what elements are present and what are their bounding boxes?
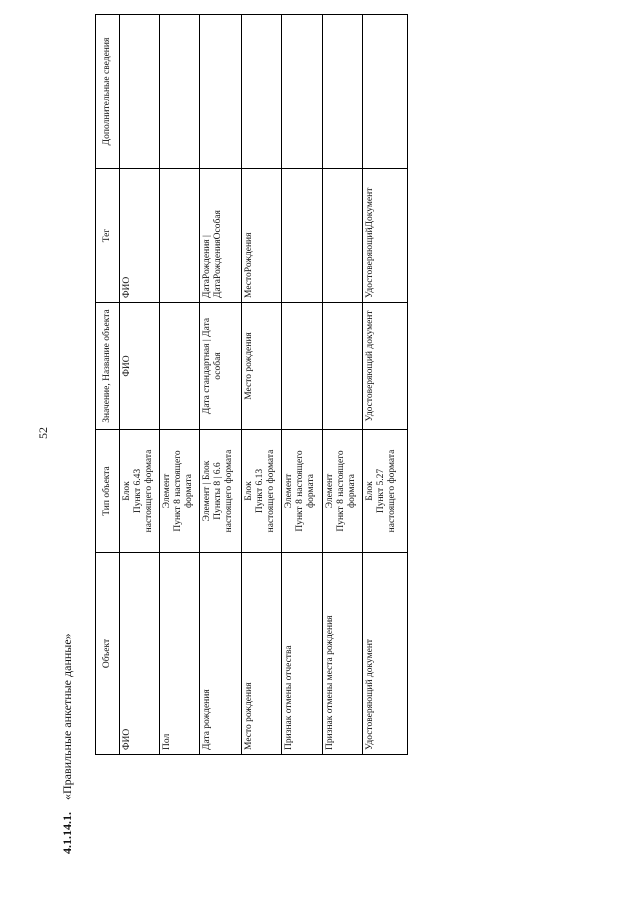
cell-object: ФИО [120, 553, 160, 755]
cell-type: Элемент Пункт 8 настоящего формата [322, 430, 362, 553]
cell-value: Удостоверяющий документ [362, 303, 407, 430]
cell-value: Дата стандартная | Дата особая [200, 303, 242, 430]
cell-extra [322, 15, 362, 169]
header-extra: Дополнительные сведения [96, 15, 120, 169]
cell-object: Дата рождения [200, 553, 242, 755]
table-body [120, 15, 408, 755]
table-row [282, 15, 322, 755]
section-title: «Правильные анкетные данные» [60, 633, 74, 800]
cell-extra [242, 15, 282, 169]
cell-object: Признак отмены отчества [282, 553, 322, 755]
cell-tag: МестоРождения [242, 169, 282, 303]
cell-object: Удостоверяющий документ [362, 553, 407, 755]
cell-type: Блок Пункт 5.27 настоящего формата [362, 430, 407, 553]
cell-extra [362, 15, 407, 169]
cell-tag [160, 169, 200, 303]
cell-type: Блок Пункт 6.13 настоящего формата [242, 430, 282, 553]
header-type: Тип объекта [96, 430, 120, 553]
cell-value [282, 303, 322, 430]
cell-type: Элемент | Блок Пункты 8 | 6.6 настоящего формата [200, 430, 242, 553]
cell-tag [322, 169, 362, 303]
cell-object: Пол [160, 553, 200, 755]
cell-value: Место рождения [242, 303, 282, 430]
header-value: Значение, Название объекта [96, 303, 120, 430]
table-row [160, 15, 200, 755]
cell-tag: УдостоверяющийДокумент [362, 169, 407, 303]
cell-type: Элемент Пункт 8 настоящего формата [282, 430, 322, 553]
cell-type: Блок Пункт 6.43 настоящего формата [120, 430, 160, 553]
cell-extra [200, 15, 242, 169]
cell-extra [282, 15, 322, 169]
cell-tag [282, 169, 322, 303]
cell-object: Признак отмены места рождения [322, 553, 362, 755]
table-row [322, 15, 362, 755]
data-table [95, 14, 408, 755]
data-table-container [95, 15, 408, 755]
cell-extra [160, 15, 200, 169]
table-row [242, 15, 282, 755]
table-header-row [96, 15, 120, 755]
cell-tag: ФИО [120, 169, 160, 303]
cell-value [322, 303, 362, 430]
section-number: 4.1.14.1. [60, 812, 74, 854]
cell-object: Место рождения [242, 553, 282, 755]
cell-extra [120, 15, 160, 169]
table-row [362, 15, 407, 755]
header-tag: Тег [96, 169, 120, 303]
page-number: 52 [36, 427, 50, 439]
table-row [200, 15, 242, 755]
cell-tag: ДатаРождения | ДатаРожденияОсобая [200, 169, 242, 303]
header-object: Объект [96, 553, 120, 755]
cell-value: ФИО [120, 303, 160, 430]
cell-value [160, 303, 200, 430]
section-heading [59, 354, 75, 854]
table-row [120, 15, 160, 755]
cell-type: Элемент Пункт 8 настоящего формата [160, 430, 200, 553]
